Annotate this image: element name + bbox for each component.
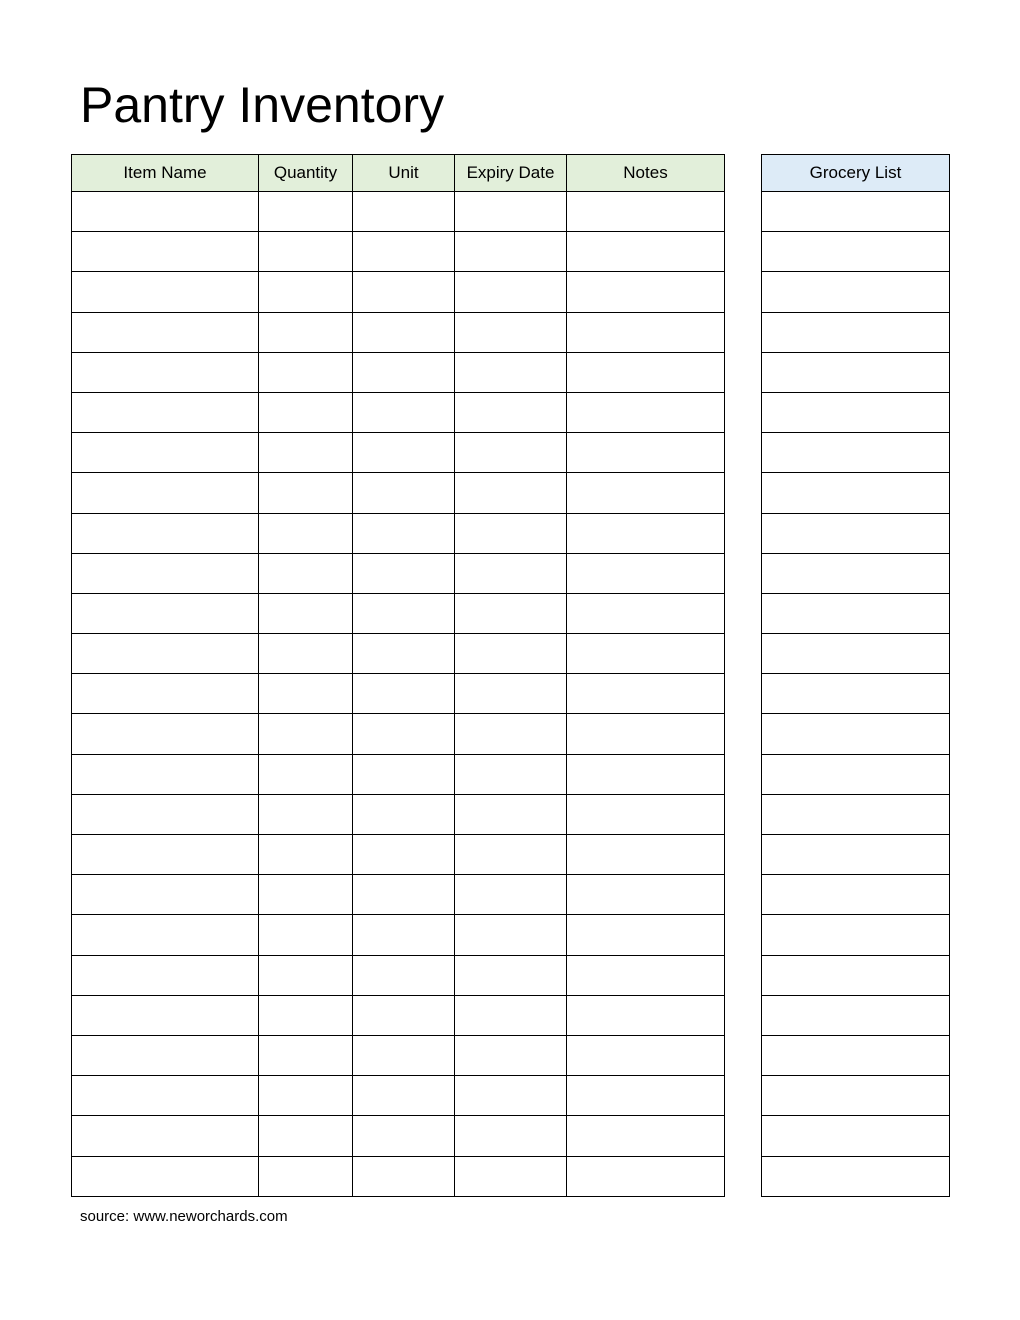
table-cell[interactable] xyxy=(455,835,567,875)
table-row xyxy=(72,272,725,312)
inventory-body xyxy=(72,192,725,1197)
table-cell[interactable] xyxy=(353,312,455,352)
grocery-cell[interactable] xyxy=(762,915,950,955)
list-item xyxy=(762,352,950,392)
table-row xyxy=(72,473,725,513)
table-cell[interactable] xyxy=(259,915,353,955)
table-cell[interactable] xyxy=(455,674,567,714)
table-cell[interactable] xyxy=(259,634,353,674)
table-row xyxy=(72,232,725,272)
table-cell[interactable] xyxy=(353,473,455,513)
list-item xyxy=(762,392,950,432)
page-title: Pantry Inventory xyxy=(80,77,445,133)
table-cell[interactable] xyxy=(353,1035,455,1075)
table-cell[interactable] xyxy=(259,875,353,915)
grocery-body xyxy=(762,192,950,1197)
table-cell[interactable] xyxy=(455,915,567,955)
column-header-quantity: Quantity xyxy=(259,155,353,192)
table-cell[interactable] xyxy=(567,433,725,473)
table-cell[interactable] xyxy=(72,553,259,593)
column-header-grocery-list: Grocery List xyxy=(762,155,950,192)
table-cell[interactable] xyxy=(72,835,259,875)
table-cell[interactable] xyxy=(567,915,725,955)
list-item xyxy=(762,995,950,1035)
table-cell[interactable] xyxy=(567,634,725,674)
table-cell[interactable] xyxy=(455,1116,567,1156)
table-cell[interactable] xyxy=(72,392,259,432)
list-item xyxy=(762,835,950,875)
table-row xyxy=(72,754,725,794)
table-cell[interactable] xyxy=(455,794,567,834)
table-cell[interactable] xyxy=(259,794,353,834)
table-cell[interactable] xyxy=(353,272,455,312)
table-row xyxy=(72,433,725,473)
table-cell[interactable] xyxy=(455,754,567,794)
table-cell[interactable] xyxy=(72,1035,259,1075)
list-item xyxy=(762,553,950,593)
table-cell[interactable] xyxy=(259,312,353,352)
table-cell[interactable] xyxy=(259,192,353,232)
list-item xyxy=(762,674,950,714)
table-cell[interactable] xyxy=(567,674,725,714)
list-item xyxy=(762,634,950,674)
grocery-cell[interactable] xyxy=(762,513,950,553)
list-item xyxy=(762,593,950,633)
list-item xyxy=(762,272,950,312)
table-row xyxy=(72,1076,725,1116)
table-cell[interactable] xyxy=(72,754,259,794)
table-cell[interactable] xyxy=(353,794,455,834)
table-row xyxy=(72,714,725,754)
table-cell[interactable] xyxy=(567,714,725,754)
grocery-cell[interactable] xyxy=(762,192,950,232)
table-cell[interactable] xyxy=(567,754,725,794)
table-cell[interactable] xyxy=(567,312,725,352)
grocery-cell[interactable] xyxy=(762,754,950,794)
table-row xyxy=(72,875,725,915)
table-cell[interactable] xyxy=(353,754,455,794)
grocery-cell[interactable] xyxy=(762,593,950,633)
table-cell[interactable] xyxy=(72,272,259,312)
table-cell[interactable] xyxy=(72,674,259,714)
list-item xyxy=(762,754,950,794)
table-cell[interactable] xyxy=(353,1116,455,1156)
table-cell[interactable] xyxy=(567,232,725,272)
table-cell[interactable] xyxy=(72,995,259,1035)
table-cell[interactable] xyxy=(567,513,725,553)
table-cell[interactable] xyxy=(72,875,259,915)
table-cell[interactable] xyxy=(259,352,353,392)
source-note: source: www.neworchards.com xyxy=(80,1208,288,1225)
table-row xyxy=(72,955,725,995)
grocery-cell[interactable] xyxy=(762,634,950,674)
table-cell[interactable] xyxy=(567,995,725,1035)
table-cell[interactable] xyxy=(259,553,353,593)
table-cell[interactable] xyxy=(259,955,353,995)
grocery-cell[interactable] xyxy=(762,794,950,834)
table-cell[interactable] xyxy=(353,835,455,875)
list-item xyxy=(762,513,950,553)
table-cell[interactable] xyxy=(455,875,567,915)
table-row xyxy=(72,995,725,1035)
list-item xyxy=(762,232,950,272)
table-cell[interactable] xyxy=(72,352,259,392)
table-cell[interactable] xyxy=(259,392,353,432)
table-cell[interactable] xyxy=(353,955,455,995)
table-cell[interactable] xyxy=(567,1156,725,1196)
table-cell[interactable] xyxy=(567,272,725,312)
list-item xyxy=(762,433,950,473)
table-cell[interactable] xyxy=(72,1076,259,1116)
grocery-cell[interactable] xyxy=(762,312,950,352)
grocery-cell[interactable] xyxy=(762,995,950,1035)
table-cell[interactable] xyxy=(353,513,455,553)
table-cell[interactable] xyxy=(353,1076,455,1116)
list-item xyxy=(762,794,950,834)
table-row xyxy=(72,392,725,432)
table-cell[interactable] xyxy=(72,714,259,754)
grocery-cell[interactable] xyxy=(762,1035,950,1075)
list-item xyxy=(762,1116,950,1156)
table-cell[interactable] xyxy=(72,312,259,352)
list-item xyxy=(762,473,950,513)
table-row xyxy=(72,794,725,834)
list-item xyxy=(762,312,950,352)
table-cell[interactable] xyxy=(72,794,259,834)
table-row xyxy=(72,634,725,674)
table-cell[interactable] xyxy=(455,634,567,674)
table-row xyxy=(72,312,725,352)
table-row xyxy=(72,674,725,714)
table-cell[interactable] xyxy=(259,433,353,473)
column-header-notes: Notes xyxy=(567,155,725,192)
table-cell[interactable] xyxy=(567,593,725,633)
table-cell[interactable] xyxy=(455,192,567,232)
table-cell[interactable] xyxy=(72,473,259,513)
table-cell[interactable] xyxy=(72,192,259,232)
table-cell[interactable] xyxy=(567,875,725,915)
table-cell[interactable] xyxy=(353,634,455,674)
table-cell[interactable] xyxy=(259,473,353,513)
table-cell[interactable] xyxy=(353,1156,455,1196)
list-item xyxy=(762,714,950,754)
table-cell[interactable] xyxy=(259,995,353,1035)
table-cell[interactable] xyxy=(72,955,259,995)
grocery-cell[interactable] xyxy=(762,352,950,392)
grocery-cell[interactable] xyxy=(762,1156,950,1196)
table-cell[interactable] xyxy=(72,1116,259,1156)
table-cell[interactable] xyxy=(72,915,259,955)
table-cell[interactable] xyxy=(455,312,567,352)
table-cell[interactable] xyxy=(567,1116,725,1156)
table-row xyxy=(72,553,725,593)
grocery-cell[interactable] xyxy=(762,875,950,915)
table-cell[interactable] xyxy=(353,674,455,714)
table-cell[interactable] xyxy=(72,513,259,553)
grocery-cell[interactable] xyxy=(762,433,950,473)
list-item xyxy=(762,915,950,955)
list-item xyxy=(762,875,950,915)
table-row xyxy=(72,513,725,553)
table-cell[interactable] xyxy=(353,553,455,593)
table-cell[interactable] xyxy=(455,1076,567,1116)
table-cell[interactable] xyxy=(567,794,725,834)
table-cell[interactable] xyxy=(259,714,353,754)
table-cell[interactable] xyxy=(455,955,567,995)
table-cell[interactable] xyxy=(455,1156,567,1196)
grocery-cell[interactable] xyxy=(762,272,950,312)
table-cell[interactable] xyxy=(455,352,567,392)
table-cell[interactable] xyxy=(259,232,353,272)
table-cell[interactable] xyxy=(353,995,455,1035)
table-cell[interactable] xyxy=(353,352,455,392)
table-cell[interactable] xyxy=(259,754,353,794)
table-cell[interactable] xyxy=(567,835,725,875)
table-cell[interactable] xyxy=(567,1035,725,1075)
table-row xyxy=(72,835,725,875)
grocery-cell[interactable] xyxy=(762,955,950,995)
table-cell[interactable] xyxy=(455,392,567,432)
column-header-expiry-date: Expiry Date xyxy=(455,155,567,192)
table-row xyxy=(72,192,725,232)
table-cell[interactable] xyxy=(259,1116,353,1156)
table-cell[interactable] xyxy=(455,232,567,272)
table-cell[interactable] xyxy=(259,1076,353,1116)
table-cell[interactable] xyxy=(259,835,353,875)
table-cell[interactable] xyxy=(455,1035,567,1075)
table-cell[interactable] xyxy=(72,232,259,272)
table-cell[interactable] xyxy=(353,433,455,473)
table-cell[interactable] xyxy=(455,272,567,312)
table-cell[interactable] xyxy=(455,513,567,553)
table-cell[interactable] xyxy=(567,352,725,392)
table-cell[interactable] xyxy=(567,1076,725,1116)
grocery-cell[interactable] xyxy=(762,232,950,272)
table-row xyxy=(72,1116,725,1156)
list-item xyxy=(762,1035,950,1075)
table-cell[interactable] xyxy=(259,1156,353,1196)
table-cell[interactable] xyxy=(353,714,455,754)
list-item xyxy=(762,1156,950,1196)
grocery-cell[interactable] xyxy=(762,473,950,513)
table-cell[interactable] xyxy=(353,192,455,232)
grocery-cell[interactable] xyxy=(762,714,950,754)
table-row xyxy=(72,593,725,633)
table-cell[interactable] xyxy=(72,433,259,473)
table-cell[interactable] xyxy=(455,995,567,1035)
grocery-cell[interactable] xyxy=(762,674,950,714)
table-cell[interactable] xyxy=(455,433,567,473)
table-cell[interactable] xyxy=(353,875,455,915)
table-cell[interactable] xyxy=(455,593,567,633)
table-row xyxy=(72,1035,725,1075)
table-cell[interactable] xyxy=(72,634,259,674)
list-item xyxy=(762,955,950,995)
grocery-cell[interactable] xyxy=(762,1076,950,1116)
grocery-cell[interactable] xyxy=(762,392,950,432)
list-item xyxy=(762,192,950,232)
table-cell[interactable] xyxy=(567,473,725,513)
column-header-unit: Unit xyxy=(353,155,455,192)
table-cell[interactable] xyxy=(567,553,725,593)
grocery-header-row xyxy=(762,155,950,192)
table-cell[interactable] xyxy=(259,674,353,714)
table-cell[interactable] xyxy=(353,593,455,633)
table-cell[interactable] xyxy=(567,955,725,995)
column-header-item-name: Item Name xyxy=(72,155,259,192)
list-item xyxy=(762,1076,950,1116)
table-cell[interactable] xyxy=(567,192,725,232)
table-row xyxy=(72,352,725,392)
table-cell[interactable] xyxy=(455,714,567,754)
table-cell[interactable] xyxy=(259,513,353,553)
table-cell[interactable] xyxy=(567,392,725,432)
table-cell[interactable] xyxy=(259,272,353,312)
table-row xyxy=(72,1156,725,1196)
table-cell[interactable] xyxy=(353,915,455,955)
grocery-cell[interactable] xyxy=(762,553,950,593)
grocery-cell[interactable] xyxy=(762,1116,950,1156)
table-cell[interactable] xyxy=(353,232,455,272)
grocery-cell[interactable] xyxy=(762,835,950,875)
table-cell[interactable] xyxy=(72,593,259,633)
inventory-table xyxy=(71,154,725,1197)
table-row xyxy=(72,915,725,955)
table-cell[interactable] xyxy=(259,1035,353,1075)
inventory-header-row xyxy=(72,155,725,192)
table-cell[interactable] xyxy=(455,553,567,593)
table-cell[interactable] xyxy=(72,1156,259,1196)
table-cell[interactable] xyxy=(455,473,567,513)
table-cell[interactable] xyxy=(353,392,455,432)
table-cell[interactable] xyxy=(259,593,353,633)
grocery-list-table xyxy=(761,154,950,1197)
